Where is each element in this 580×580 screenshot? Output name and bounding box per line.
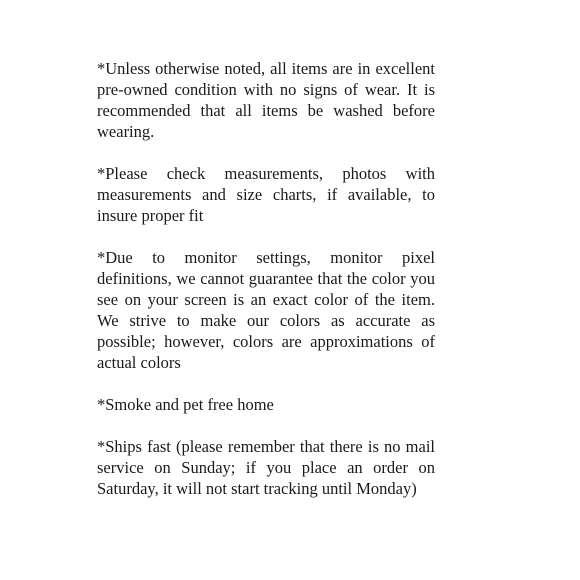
shipping-note: *Ships fast (please remember that there is no mail service on Sunday; if you place an order on Saturday, it will not start tracking until Monday) <box>97 437 435 498</box>
color-disclaimer: *Due to monitor settings, monitor pixel definitions, we cannot guarantee that the color you see on your screen is an exact color of the item. We strive to make our colors as accurate as possible; however, colors are approximations of actual colors <box>97 248 435 372</box>
home-note: *Smoke and pet free home <box>97 395 274 414</box>
measurements-note: *Please check measurements, photos with measurements and size charts, if available, to insure proper fit <box>97 164 435 225</box>
policy-notes <box>97 58 435 520</box>
condition-note: *Unless otherwise noted, all items are in excellent pre-owned condition with no signs of wear. It is recommended that all items be washed before wearing. <box>97 59 435 141</box>
